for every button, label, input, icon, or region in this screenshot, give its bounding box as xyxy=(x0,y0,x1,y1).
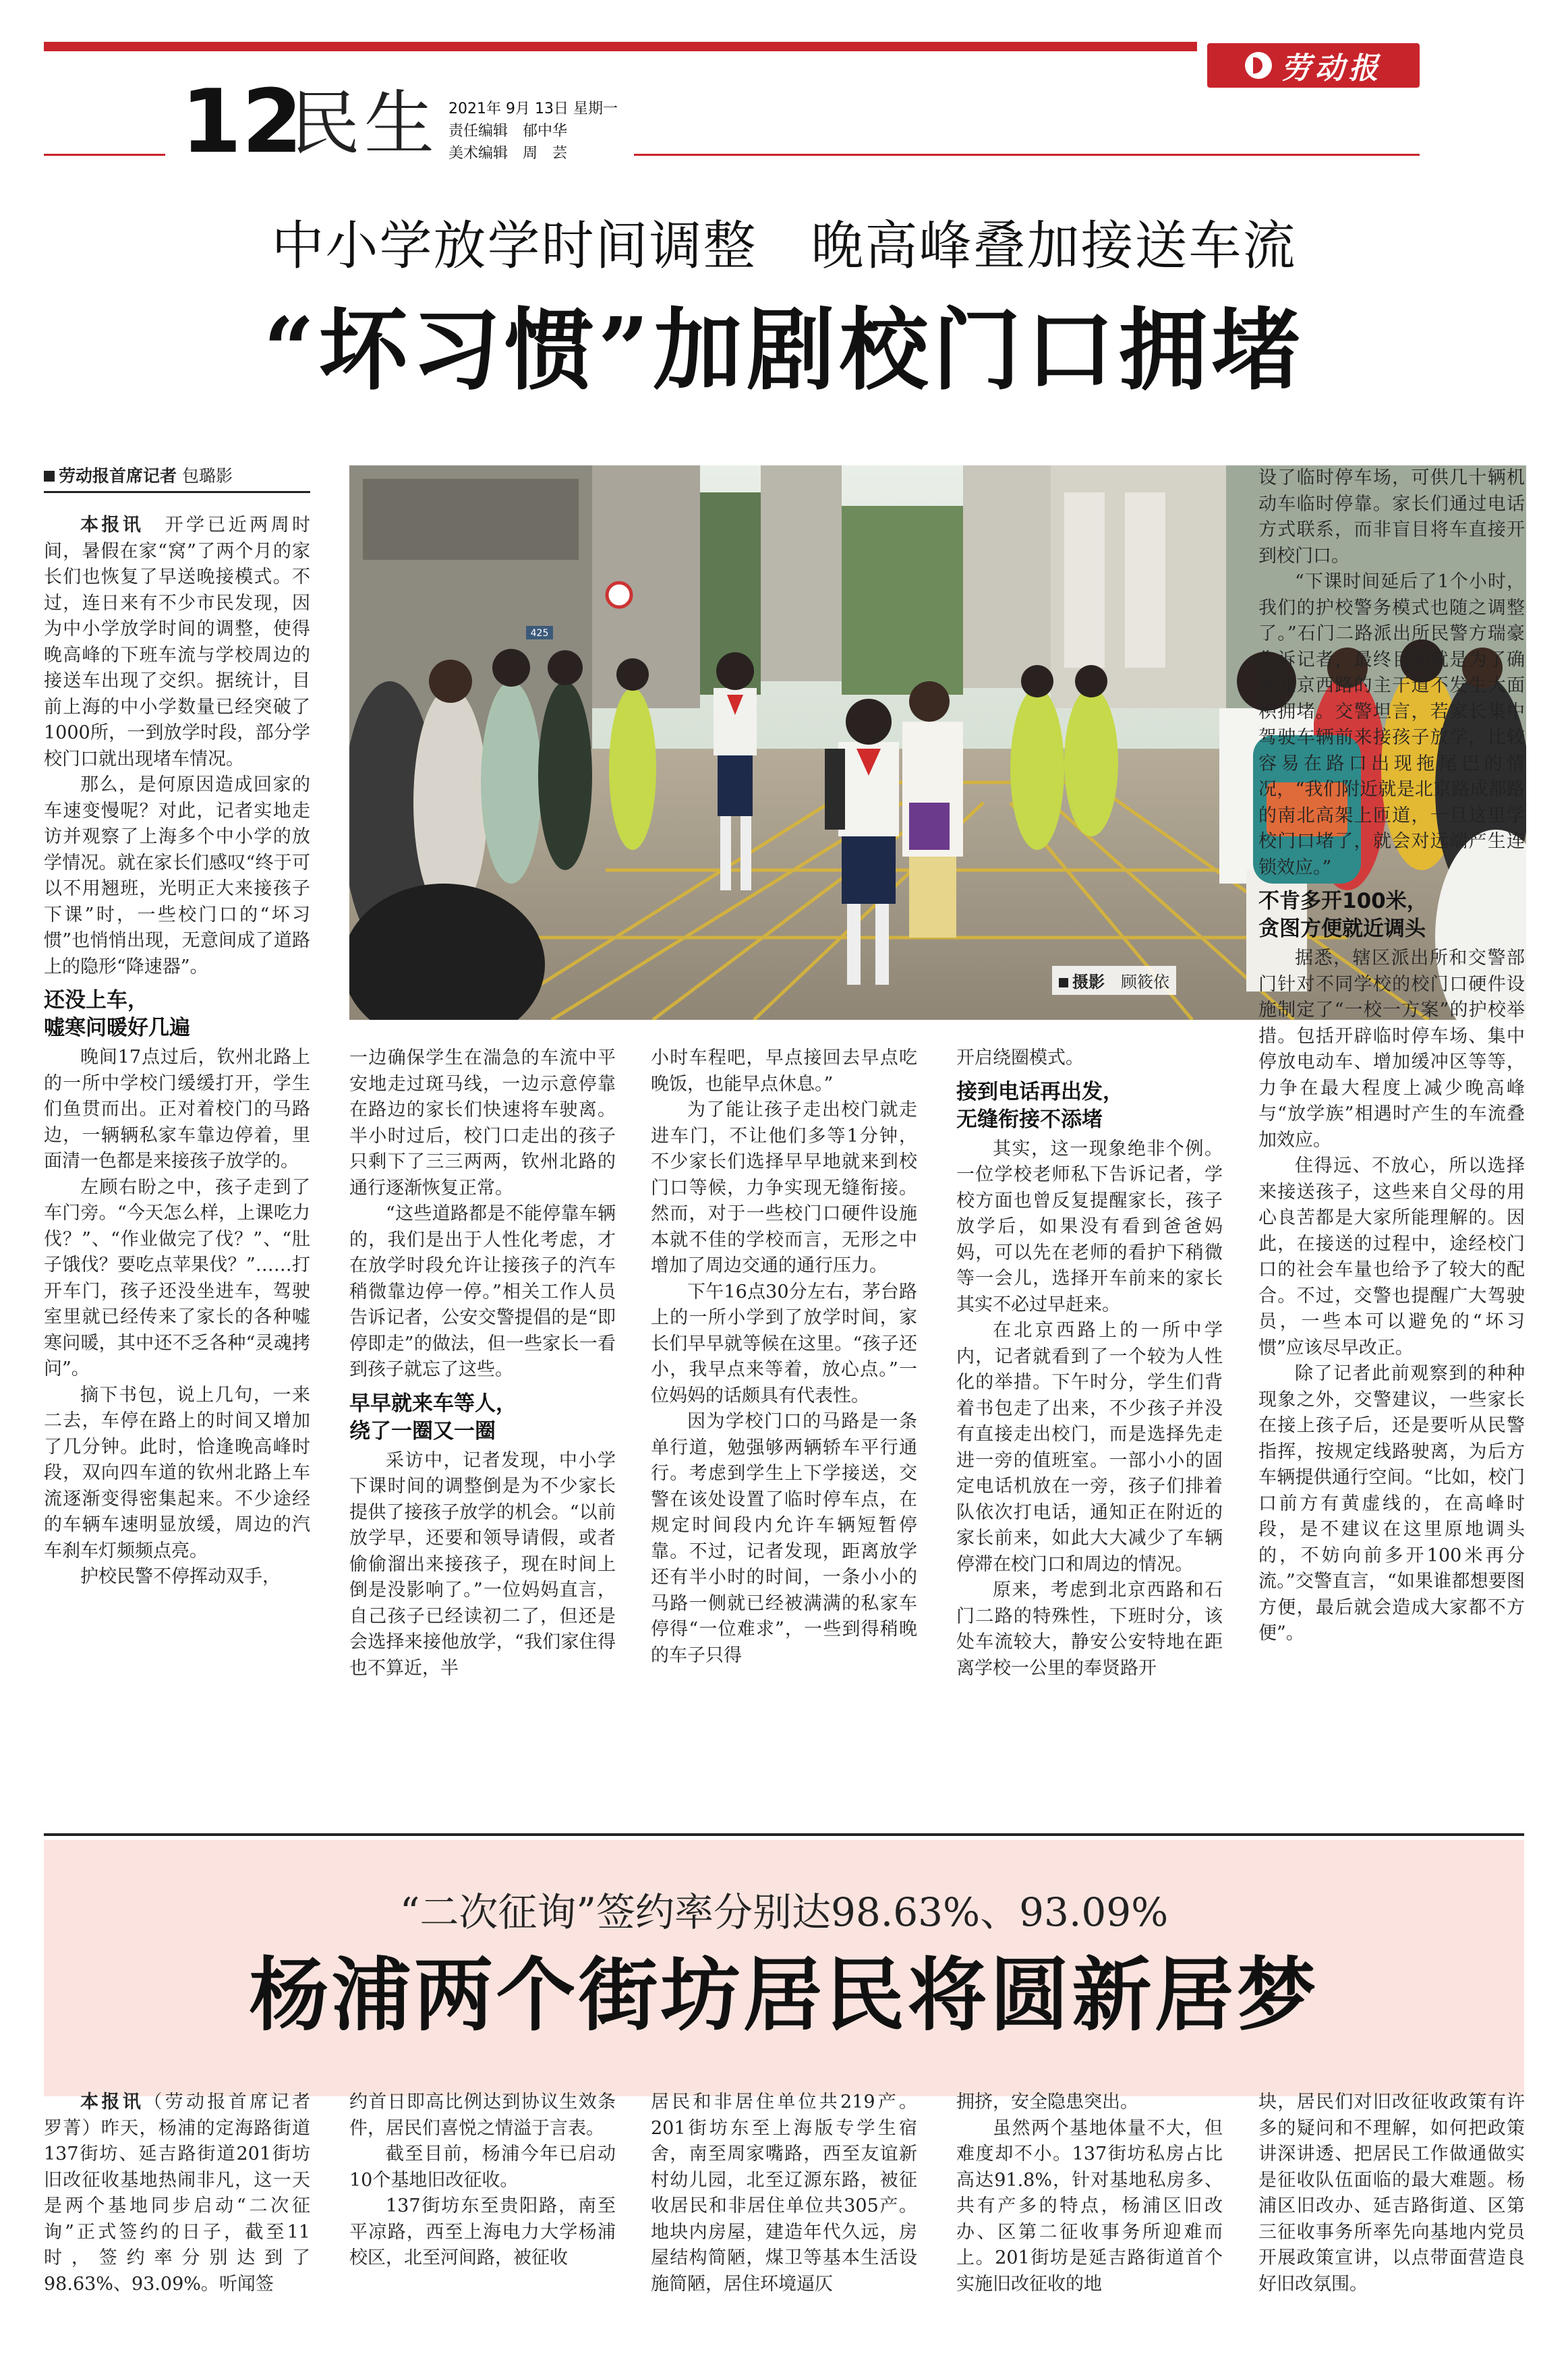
paragraph: （劳动报首席记者 罗菁）昨天，杨浦的定海路街道137街坊、延吉路街道201街坊旧改征收基地热闹非凡，这一天是两个基地同步启动“二次征询”正式签约的日子，截至11时，签约率分别达到了98.63%、93.09%。听闻签 xyxy=(44,2092,329,2295)
article1-column-3 xyxy=(651,1045,917,1669)
article1-column-5 xyxy=(1258,465,1525,1647)
paragraph: 晚间17点过后，钦州北路上的一所中学校门缓缓打开，学生们鱼贯而出。正对着校门的马路边，一辆辆私家车靠边停着，里面清一色都是来接孩子放学的。 xyxy=(44,1047,310,1172)
logo-icon xyxy=(1245,52,1272,79)
section-name: 民生 xyxy=(290,82,439,165)
article2-subtitle: “二次征询”签约率分别达98.63%、93.09% xyxy=(399,1889,1169,1935)
paragraph: 虽然两个基地体量不大，但难度却不小。137街坊私房占比高达91.8%，针对基地私房多、共有产多的特点，杨浦区旧改办、区第二征收事务所迎难而上。201街坊是延吉路街道首个实施旧改征收的地 xyxy=(956,2117,1223,2295)
article2-column-3 xyxy=(651,2090,917,2297)
newspaper-logo xyxy=(1207,43,1420,88)
bullet-square-icon xyxy=(44,471,55,482)
paragraph: 137街坊东至贵阳路，南至平凉路，西至上海电力大学杨浦校区，北至河间路，被征收 xyxy=(349,2195,616,2268)
subheading: 接到电话再出发， 无缝衔接不添堵 xyxy=(956,1079,1124,1132)
paragraph: 采访中，记者发现，中小学下课时间的调整倒是为不少家长提供了接孩子放学的机会。“以前放学早，还要和领导请假，或者偷偷溜出来接孩子，现在时间上倒是没影响了。”一位妈妈直言，自己孩子已经读初二了，但还是会选择来接他放学，“我们家住得也不算近，半 xyxy=(349,1449,616,1679)
article1-column-2 xyxy=(349,1045,616,1682)
paragraph: 左顾右盼之中，孩子走到了车门旁。“今天怎么样，上课吃力伐？”、“作业做完了伐？”、“肚子饿伐？要吃点苹果伐？”……打开车门，孩子还没坐进车，驾驶室里就已经传来了家长的各种嘘寒问暖，其中还不乏各种“灵魂拷问”。 xyxy=(44,1176,310,1379)
paragraph: 除了记者此前观察到的种种现象之外，交警建议，一些家长在接上孩子后，还是要听从民警指挥，按规定线路驶离，为后方车辆提供通行空间。“比如，校门口前方有黄虚线的，在高峰时段，是不建议在这里原地调头的，不妨向前多开100米再分流。”交警直言，“如果谁都想要图方便，最后就会造成大家都不方便”。 xyxy=(1258,1363,1525,1644)
paragraph: 设了临时停车场，可供几十辆机动车临时停靠。家长们通过电话方式联系，而非盲目将车直接开到校门口。 xyxy=(1258,467,1525,567)
paragraph: “下课时间延后了1个小时，我们的护校警务模式也随之调整了。”石门二路派出所民警方瑞豪告诉记者，最终目的就是为了确保北京西路的主干道不发生大面积拥堵。交警坦言，若家长集中驾驶车辆前来接孩子放学，比较容易在路口出现拖尾巴的情况，“我们附近就是北京路成都路的南北高架上匝道，一旦这里学校门口堵了，就会对远端产生连锁效应。” xyxy=(1258,571,1525,878)
article2-column-1 xyxy=(44,2090,329,2297)
paragraph: 摘下书包，说上几句，一来二去，车停在路上的时间又增加了几分钟。此时，恰逢晚高峰时段，双向四车道的钦州北路上车流逐渐变得密集起来。不少途经的车辆车速明显放缓，周边的汽车刹车灯频频点亮。 xyxy=(44,1384,310,1561)
byline-name: 包璐影 xyxy=(181,466,233,486)
issue-date: 2021年 9月 13日 星期一 xyxy=(448,100,618,117)
article1-byline xyxy=(44,464,310,493)
page-number: 12 xyxy=(181,70,303,173)
paragraph: 开学已近两周时间，暑假在家“窝”了两个月的家长们也恢复了早送晚接模式。不过，连日来有不少市民发现，因为中小学放学时间的调整，使得晚高峰的下班车流与学校周边的接送车出现了交织。据统计，目前上海的中小学数量已经突破了1000所，一到放学时段，部分学校门口就出现堵车情况。 xyxy=(44,515,311,770)
dateline: 本报讯 xyxy=(80,515,144,536)
paragraph: 其实，这一现象绝非个例。一位学校老师私下告诉记者，学校方面也曾反复提醒家长，孩子放学后，如果没有看到爸爸妈妈，可以先在老师的看护下稍微等一会儿，选择开车前来的家长其实不必过早赶来。 xyxy=(956,1138,1223,1315)
article1-column-1 xyxy=(44,513,310,1590)
subheading: 不肯多开100米， 贪图方便就近调头 xyxy=(1258,889,1428,941)
paragraph: 截至目前，杨浦今年已启动10个基地旧改征收。 xyxy=(349,2144,616,2191)
photographer-name: 顾筱依 xyxy=(1121,973,1169,992)
paragraph: 下午16点30分左右，茅台路上的一所小学到了放学时间，家长们早早就等候在这里。“孩子还小，我早点来等着，放心点。”一位妈妈的话颇具有代表性。 xyxy=(651,1281,917,1406)
bullet-square-icon xyxy=(1059,978,1068,987)
paragraph: 约首日即高比例达到协议生效条件，居民们喜悦之情溢于言表。 xyxy=(349,2092,616,2139)
byline-label: 劳动报首席记者 xyxy=(59,466,177,486)
paragraph: 因为学校门口的马路是一条单行道，勉强够两辆轿车平行通行。考虑到学生上下学接送，交警在该处设置了临时停车点，在规定时间段内允许车辆短暂停靠。不过，记者发现，距离放学还有半小时的时间，一条小小的马路一侧就已经被满满的私家车停得“一位难求”，一些到得稍晚的车子只得 xyxy=(651,1411,917,1666)
page-meta xyxy=(448,98,618,165)
header-rule-left xyxy=(44,154,165,156)
art-editor: 美术编辑 周 芸 xyxy=(448,145,568,162)
article2-column-2 xyxy=(349,2090,616,2272)
dateline: 本报讯 xyxy=(80,2092,144,2113)
paragraph: 居民和非居住单位共219产。201街坊东至上海版专学生宿舍，南至周家嘴路，西至友谊新村幼儿园，北至辽源东路，被征收居民和非居住单位共305产。地块内房屋，建造年代久远，房屋结构简陋，煤卫等基本生活设施简陋，居住环境逼仄 xyxy=(651,2092,917,2295)
paragraph: 为了能让孩子走出校门就走进车门，不让他们多等1分钟，不少家长们选择早早地就来到校门口等候，力争实现无缝衔接。然而，对于一些校门口硬件设施本就不佳的学校而言，无形之中增加了周边交通的通行压力。 xyxy=(651,1099,917,1276)
article2-headline: 杨浦两个街坊居民将圆新居梦 xyxy=(249,1948,1319,2042)
article1-column-4 xyxy=(956,1045,1223,1682)
paragraph: 在北京西路上的一所中学内，记者就看到了一个较为人性化的举措。下午时分，学生们背着书包走了出来，不少孩子并没有直接走出校门，而是选择先走进一旁的值班室。一部小小的固定电话机放在一旁，孩子们排着队依次打电话，通知正在附近的家长前来，如此大大减少了车辆停滞在校门口和周边的情况。 xyxy=(956,1320,1223,1575)
paragraph: 住得远、不放心，所以选择来接送孩子，这些来自父母的用心良苦都是大家所能理解的。因此，在接送的过程中，途经校门口的社会车量也给予了较大的配合。不过，交警也提醒广大驾驶员，一些本可以避免的“坏习惯”应该尽早改正。 xyxy=(1258,1155,1525,1358)
paragraph: 拥挤，安全隐患突出。 xyxy=(956,2092,1138,2113)
subheading: 还没上车， 嘘寒问暖好几遍 xyxy=(44,988,190,1040)
paragraph: 据悉，辖区派出所和交警部门针对不同学校的校门口硬件设施制定了“一校一方案”的护校举措。包括开辟临时停车场、集中停放电动车、增加缓冲区等等，力争在最大程度上减少晚高峰与“放学族”相遇时产生的车流叠加效应。 xyxy=(1258,948,1525,1151)
paragraph: 那么，是何原因造成回家的车速变慢呢？对此，记者实地走访并观察了上海多个中小学的放学情况。就在家长们感叹“终于可以不用翘班，光明正大来接孩子下课”时，一些校门口的“坏习惯”也悄悄出现，无意间成了道路上的隐形“降速器”。 xyxy=(44,774,310,977)
article2-column-5 xyxy=(1258,2090,1525,2297)
section-divider xyxy=(44,1833,1524,1836)
responsible-editor: 责任编辑 郁中华 xyxy=(448,123,568,140)
paragraph: 护校民警不停挥动双手， xyxy=(80,1566,281,1587)
paragraph: 原来，考虑到北京西路和石门二路的特殊性，下班时分，该处车流较大，静安公安特地在距离学校一公里的奉贤路开 xyxy=(956,1580,1223,1679)
paragraph: “这些道路都是不能停靠车辆的，我们是出于人性化考虑，才在放学时段允许让接孩子的汽车稍微靠边停一停。”相关工作人员告诉记者，公安交警提倡的是“即停即走”的做法，但一些家长一看到孩子就忘了这些。 xyxy=(349,1203,616,1380)
paragraph: 块，居民们对旧改征收政策有许多的疑问和不理解，如何把政策讲深讲透、把居民工作做通做实是征收队伍面临的最大难题。杨浦区旧改办、延吉路街道、区第三征收事务所率先向基地内党员开展政策宣讲，以点带面营造良好旧改氛围。 xyxy=(1258,2092,1525,2295)
photo-street-sign: 425 xyxy=(530,628,549,639)
article2-column-4 xyxy=(956,2090,1223,2297)
paragraph: 一边确保学生在湍急的车流中平安地走过斑马线，一边示意停靠在路边的家长们快速将车驶离。半小时过后，校门口走出的孩子只剩下了三三两两，钦州北路的通行逐渐恢复正常。 xyxy=(349,1047,616,1199)
logo-text: 劳动报 xyxy=(1281,51,1383,86)
masthead-rule xyxy=(44,42,1197,51)
paragraph: 开启绕圈模式。 xyxy=(956,1047,1084,1068)
article1-headline: “坏习惯”加剧校门口拥堵 xyxy=(263,298,1305,403)
photo-caption-label: 摄影 xyxy=(1072,973,1105,992)
article1-subtitle: 中小学放学时间调整 晚高峰叠加接送车流 xyxy=(271,216,1297,277)
photo-caption xyxy=(1052,966,1176,995)
paragraph: 小时车程吧，早点接回去早点吃晚饭，也能早点休息。” xyxy=(651,1047,917,1095)
header-rule-right xyxy=(634,154,1420,156)
subheading: 早早就来车等人， 绕了一圈又一圈 xyxy=(349,1391,517,1443)
